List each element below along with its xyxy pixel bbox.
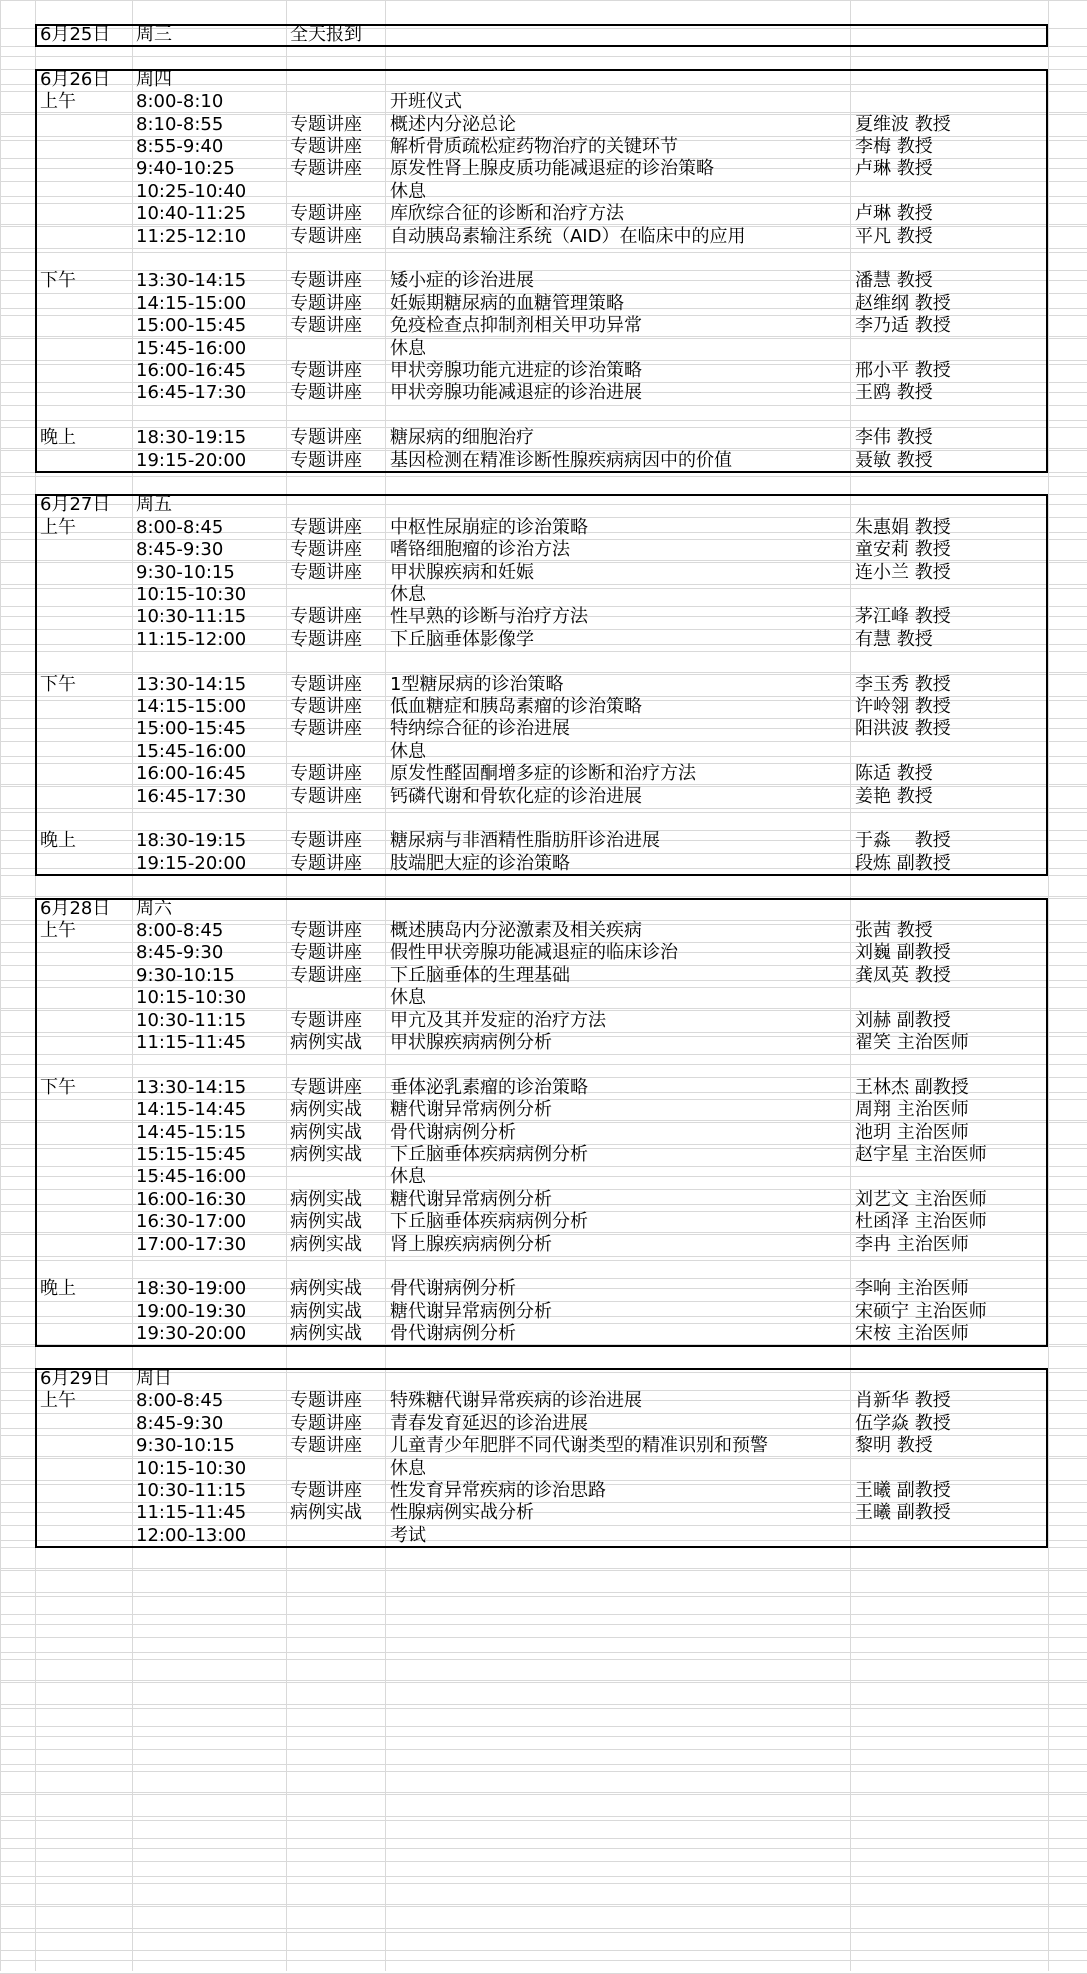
topic-cell: 肢端肥大症的诊治策略 [390,852,570,874]
topic-cell: 嗜铬细胞瘤的诊治方法 [390,539,570,561]
time-cell: 15:00-15:45 [136,718,247,740]
speaker-cell: 黎明 教授 [855,1435,933,1457]
speaker-cell: 刘艺文 主治医师 [855,1188,987,1210]
time-cell: 9:40-10:25 [136,158,235,180]
speaker-cell: 周翔 主治医师 [855,1099,969,1121]
period-label: 下午 [40,270,76,292]
type-cell: 专题讲座 [290,1412,362,1434]
empty-row [0,1771,1087,1793]
topic-cell: 下丘脑垂体疾病病例分析 [390,1211,588,1233]
time-cell: 16:45-17:30 [136,382,247,404]
type-cell: 专题讲座 [290,539,362,561]
speaker-cell: 聂敏 教授 [855,449,933,471]
speaker-cell: 潘慧 教授 [855,270,933,292]
day-block-border [35,1368,1048,1548]
type-cell: 病例实战 [290,1323,362,1345]
type-cell: 专题讲座 [290,1480,362,1501]
topic-cell: 概述内分泌总论 [390,113,516,135]
speaker-cell: 李玉秀 教授 [855,673,951,695]
time-cell: 12:00-13:00 [136,1524,247,1546]
speaker-cell: 邢小平 教授 [855,360,951,381]
speaker-cell: 李梅 教授 [855,136,933,157]
type-cell: 专题讲座 [290,673,362,695]
period-label: 上午 [40,920,76,941]
time-cell: 8:55-9:40 [136,136,224,157]
time-cell: 14:15-15:00 [136,292,247,314]
topic-cell: 性腺病例实战分析 [390,1502,534,1524]
day-weekday: 周三 [136,24,172,45]
type-cell: 专题讲座 [290,292,362,314]
time-cell: 10:30-11:15 [136,1009,247,1031]
day-block-border [35,494,1048,876]
topic-cell: 特纳综合征的诊治进展 [390,718,570,740]
topic-cell: 休息 [390,584,426,605]
period-label: 晚上 [40,1278,76,1300]
speaker-cell: 童安莉 教授 [855,539,951,561]
topic-cell: 免疫检查点抑制剂相关甲功异常 [390,315,642,337]
topic-cell: 下丘脑垂体疾病病例分析 [390,1144,588,1165]
period-label: 晚上 [40,427,76,449]
empty-row [0,1614,1087,1636]
empty-row [0,1570,1087,1592]
time-cell: 13:30-14:15 [136,673,247,695]
type-cell: 专题讲座 [290,763,362,785]
type-cell: 专题讲座 [290,1009,362,1031]
topic-cell: 库欣综合征的诊断和治疗方法 [390,203,624,225]
type-cell: 专题讲座 [290,785,362,807]
day-date: 6月29日 [40,1368,111,1389]
speaker-cell: 平凡 教授 [855,225,933,247]
speaker-cell: 龚凤英 教授 [855,964,951,986]
time-cell: 8:00-8:45 [136,920,224,941]
type-cell: 专题讲座 [290,427,362,449]
period-label: 下午 [40,1076,76,1098]
topic-cell: 骨代谢病例分析 [390,1323,516,1345]
type-cell: 专题讲座 [290,1076,362,1098]
speaker-cell: 卢琳 教授 [855,158,933,180]
speaker-cell: 张茜 教授 [855,920,933,941]
time-cell: 18:30-19:00 [136,1278,247,1300]
type-cell: 病例实战 [290,1502,362,1524]
type-cell: 病例实战 [290,1233,362,1255]
type-cell: 专题讲座 [290,964,362,986]
topic-cell: 低血糖症和胰岛素瘤的诊治策略 [390,696,642,717]
time-cell: 18:30-19:15 [136,427,247,449]
time-cell: 15:15-15:45 [136,1144,247,1165]
day-weekday: 周日 [136,1368,172,1389]
type-cell: 专题讲座 [290,718,362,740]
spacer-row [0,875,1087,897]
speaker-cell: 许岭翎 教授 [855,696,951,717]
speaker-cell: 李冉 主治医师 [855,1233,969,1255]
time-cell: 15:45-16:00 [136,1166,247,1188]
type-cell: 病例实战 [290,1188,362,1210]
spacer-row [0,472,1087,494]
speaker-cell: 王林杰 副教授 [855,1076,969,1098]
empty-row [0,1883,1087,1905]
speaker-cell: 李乃适 教授 [855,315,951,337]
topic-cell: 糖尿病与非酒精性脂肪肝诊治进展 [390,830,660,852]
topic-cell: 下丘脑垂体影像学 [390,628,534,650]
time-cell: 9:30-10:15 [136,964,235,986]
topic-cell: 休息 [390,1166,426,1188]
time-cell: 16:45-17:30 [136,785,247,807]
topic-cell: 垂体泌乳素瘤的诊治策略 [390,1076,588,1098]
topic-cell: 甲状腺疾病病例分析 [390,1032,552,1053]
time-cell: 10:25-10:40 [136,180,247,202]
speaker-cell: 宋硕宁 主治医师 [855,1300,987,1322]
topic-cell: 甲亢及其并发症的治疗方法 [390,1009,606,1031]
type-cell: 专题讲座 [290,360,362,381]
type-cell: 专题讲座 [290,382,362,404]
empty-row [0,1950,1087,1972]
type-cell: 专题讲座 [290,1435,362,1457]
spacer-row [0,1346,1087,1368]
empty-row [0,1816,1087,1838]
topic-cell: 休息 [390,740,426,762]
speaker-cell: 杜函泽 主治医师 [855,1211,987,1233]
topic-cell: 休息 [390,987,426,1009]
time-cell: 10:40-11:25 [136,203,247,225]
topic-cell: 休息 [390,1457,426,1479]
type-cell: 专题讲座 [290,696,362,717]
time-cell: 15:00-15:45 [136,315,247,337]
speaker-cell: 刘赫 副教授 [855,1009,951,1031]
speaker-cell: 赵宇星 主治医师 [855,1144,987,1165]
type-cell: 病例实战 [290,1278,362,1300]
empty-row [0,1592,1087,1614]
day-block-border [35,69,1048,473]
time-cell: 8:45-9:30 [136,539,224,561]
topic-cell: 糖代谢异常病例分析 [390,1099,552,1121]
topic-cell: 开班仪式 [390,91,462,113]
topic-cell: 糖代谢异常病例分析 [390,1300,552,1322]
time-cell: 8:00-8:10 [136,91,224,113]
speaker-cell: 宋桉 主治医师 [855,1323,969,1345]
time-cell: 10:15-10:30 [136,987,247,1009]
empty-row [0,1861,1087,1883]
empty-row [0,1794,1087,1816]
topic-cell: 下丘脑垂体的生理基础 [390,964,570,986]
time-cell: 10:15-10:30 [136,584,247,605]
type-cell: 病例实战 [290,1099,362,1121]
day-block-border [35,898,1048,1347]
empty-row [0,1928,1087,1950]
day-weekday: 周六 [136,897,172,919]
empty-row [0,1547,1087,1569]
type-cell: 专题讲座 [290,225,362,247]
speaker-cell: 肖新华 教授 [855,1390,951,1412]
time-cell: 19:30-20:00 [136,1323,247,1345]
time-cell: 11:15-11:45 [136,1502,247,1524]
spacer-row [0,46,1087,68]
speaker-cell: 伍学焱 教授 [855,1412,951,1434]
speaker-cell: 赵维纲 教授 [855,292,951,314]
type-cell: 专题讲座 [290,1390,362,1412]
speaker-cell: 王鸥 教授 [855,382,933,404]
speaker-cell: 王曦 副教授 [855,1502,951,1524]
type-cell: 专题讲座 [290,942,362,964]
topic-cell: 性发育异常疾病的诊治思路 [390,1480,606,1501]
topic-cell: 中枢性尿崩症的诊治策略 [390,516,588,538]
type-cell: 专题讲座 [290,270,362,292]
time-cell: 16:00-16:45 [136,360,247,381]
speaker-cell: 阳洪波 教授 [855,718,951,740]
topic-cell: 妊娠期糖尿病的血糖管理策略 [390,292,624,314]
time-cell: 10:15-10:30 [136,1457,247,1479]
type-cell: 专题讲座 [290,158,362,180]
type-cell: 病例实战 [290,1300,362,1322]
type-cell: 专题讲座 [290,920,362,941]
day-date: 6月27日 [40,494,111,516]
topic-cell: 原发性醛固酮增多症的诊断和治疗方法 [390,763,696,785]
topic-cell: 原发性肾上腺皮质功能减退症的诊治策略 [390,158,714,180]
empty-row [0,1659,1087,1681]
day-weekday: 周五 [136,494,172,516]
topic-cell: 儿童青少年肥胖不同代谢类型的精准识别和预警 [390,1435,768,1457]
day-date: 6月28日 [40,897,111,919]
topic-cell: 概述胰岛内分泌激素及相关疾病 [390,920,642,941]
speaker-cell: 翟笑 主治医师 [855,1032,969,1053]
time-cell: 16:00-16:30 [136,1188,247,1210]
time-cell: 14:15-14:45 [136,1099,247,1121]
type-cell: 病例实战 [290,1032,362,1053]
topic-cell: 休息 [390,337,426,359]
speaker-cell: 夏维波 教授 [855,113,951,135]
type-cell: 专题讲座 [290,203,362,225]
type-cell: 专题讲座 [290,606,362,628]
topic-cell: 甲状腺疾病和妊娠 [390,561,534,583]
time-cell: 15:45-16:00 [136,337,247,359]
period-label: 上午 [40,516,76,538]
type-cell: 专题讲座 [290,315,362,337]
type-cell: 专题讲座 [290,516,362,538]
topic-cell: 基因检测在精准诊断性腺疾病病因中的价值 [390,449,732,471]
time-cell: 19:00-19:30 [136,1300,247,1322]
speaker-cell: 李响 主治医师 [855,1278,969,1300]
type-cell: 专题讲座 [290,830,362,852]
empty-row [0,1682,1087,1704]
speaker-cell: 朱惠娟 教授 [855,516,951,538]
empty-row [0,1726,1087,1748]
speaker-cell: 姜艳 教授 [855,785,933,807]
topic-cell: 钙磷代谢和骨软化症的诊治进展 [390,785,642,807]
time-cell: 15:45-16:00 [136,740,247,762]
time-cell: 8:10-8:55 [136,113,224,135]
empty-row [0,1838,1087,1860]
speaker-cell: 李伟 教授 [855,427,933,449]
empty-row [0,1749,1087,1771]
topic-cell: 肾上腺疾病病例分析 [390,1233,552,1255]
speaker-cell: 陈适 教授 [855,763,933,785]
type-cell: 专题讲座 [290,136,362,157]
topic-cell: 解析骨质疏松症药物治疗的关键环节 [390,136,678,157]
type-cell: 专题讲座 [290,449,362,471]
time-cell: 8:00-8:45 [136,516,224,538]
topic-cell: 骨代谢病例分析 [390,1121,516,1143]
day-note: 全天报到 [290,24,362,45]
topic-cell: 考试 [390,1524,426,1546]
time-cell: 13:30-14:15 [136,1076,247,1098]
type-cell: 专题讲座 [290,561,362,583]
time-cell: 8:00-8:45 [136,1390,224,1412]
topic-cell: 特殊糖代谢异常疾病的诊治进展 [390,1390,642,1412]
time-cell: 14:15-15:00 [136,696,247,717]
day-date: 6月25日 [40,24,111,45]
type-cell: 病例实战 [290,1211,362,1233]
day-date: 6月26日 [40,68,111,90]
period-label: 上午 [40,1390,76,1412]
speaker-cell: 卢琳 教授 [855,203,933,225]
period-label: 晚上 [40,830,76,852]
topic-cell: 骨代谢病例分析 [390,1278,516,1300]
time-cell: 11:25-12:10 [136,225,247,247]
topic-cell: 甲状旁腺功能减退症的诊治进展 [390,382,642,404]
time-cell: 9:30-10:15 [136,561,235,583]
time-cell: 10:30-11:15 [136,606,247,628]
topic-cell: 糖代谢异常病例分析 [390,1188,552,1210]
time-cell: 11:15-11:45 [136,1032,247,1053]
time-cell: 11:15-12:00 [136,628,247,650]
time-cell: 19:15-20:00 [136,449,247,471]
topic-cell: 假性甲状旁腺功能减退症的临床诊治 [390,942,678,964]
topic-cell: 青春发育延迟的诊治进展 [390,1412,588,1434]
speaker-cell: 王曦 副教授 [855,1480,951,1501]
type-cell: 专题讲座 [290,628,362,650]
speaker-cell: 段炼 副教授 [855,852,951,874]
time-cell: 8:45-9:30 [136,1412,224,1434]
day-block-border [35,24,1048,47]
time-cell: 16:30-17:00 [136,1211,247,1233]
empty-row [0,1906,1087,1928]
time-cell: 10:30-11:15 [136,1480,247,1501]
time-cell: 9:30-10:15 [136,1435,235,1457]
speaker-cell: 茅江峰 教授 [855,606,951,628]
period-label: 上午 [40,91,76,113]
type-cell: 专题讲座 [290,852,362,874]
type-cell: 病例实战 [290,1144,362,1165]
time-cell: 14:45-15:15 [136,1121,247,1143]
speaker-cell: 有慧 教授 [855,628,933,650]
speaker-cell: 连小兰 教授 [855,561,951,583]
empty-row [0,1637,1087,1659]
empty-row [0,1704,1087,1726]
time-cell: 16:00-16:45 [136,763,247,785]
time-cell: 13:30-14:15 [136,270,247,292]
topic-cell: 甲状旁腺功能亢进症的诊治策略 [390,360,642,381]
type-cell: 病例实战 [290,1121,362,1143]
period-label: 下午 [40,673,76,695]
type-cell: 专题讲座 [290,113,362,135]
speaker-cell: 刘巍 副教授 [855,942,951,964]
topic-cell: 糖尿病的细胞治疗 [390,427,534,449]
topic-cell: 自动胰岛素输注系统（AID）在临床中的应用 [390,225,746,247]
time-cell: 18:30-19:15 [136,830,247,852]
topic-cell: 性早熟的诊断与治疗方法 [390,606,588,628]
time-cell: 19:15-20:00 [136,852,247,874]
time-cell: 8:45-9:30 [136,942,224,964]
time-cell: 17:00-17:30 [136,1233,247,1255]
speaker-cell: 于淼 教授 [855,830,951,852]
topic-cell: 1型糖尿病的诊治策略 [390,673,564,695]
topic-cell: 休息 [390,180,426,202]
day-weekday: 周四 [136,68,172,90]
speaker-cell: 池玥 主治医师 [855,1121,969,1143]
topic-cell: 矮小症的诊治进展 [390,270,534,292]
